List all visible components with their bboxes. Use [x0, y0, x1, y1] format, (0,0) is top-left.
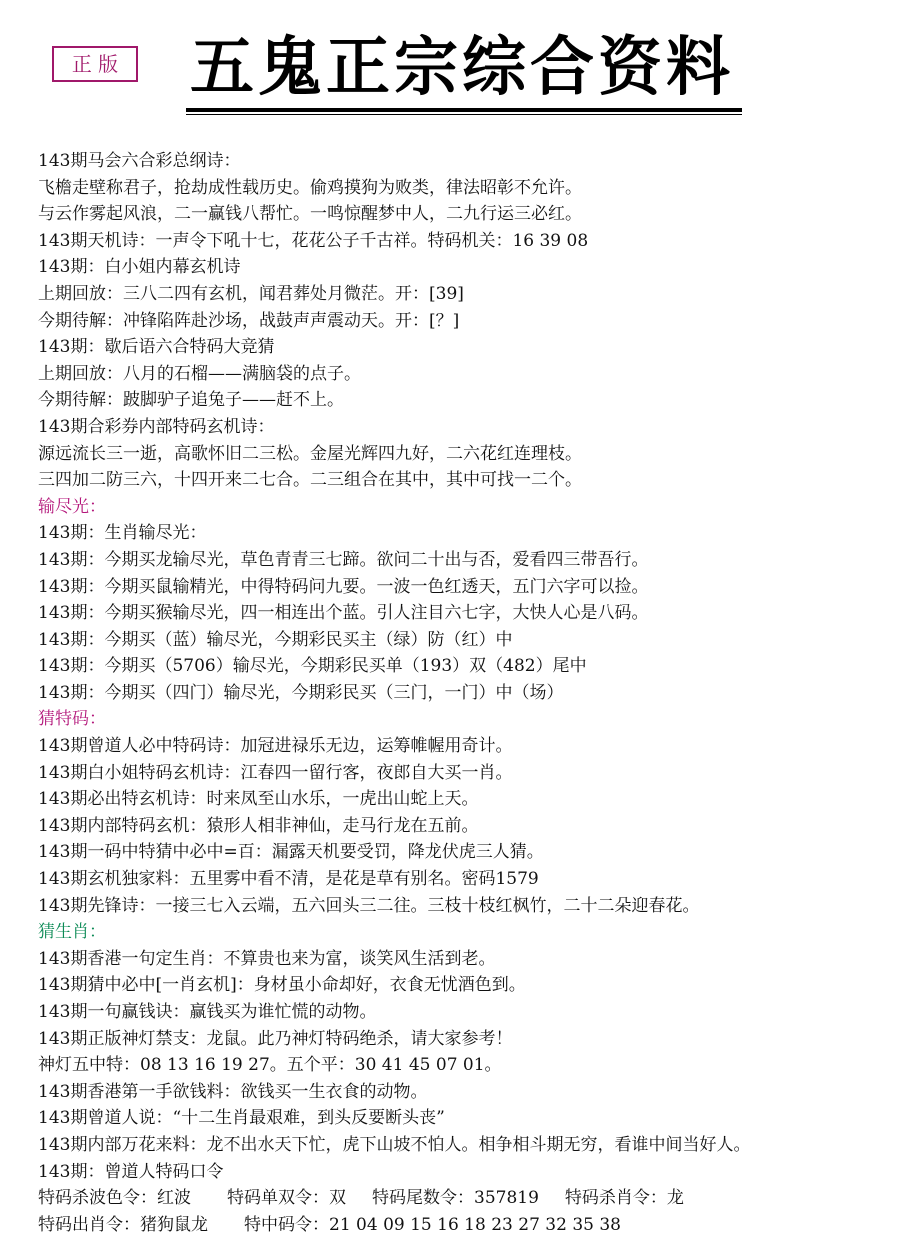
code-item: 特码尾数令：357819 — [372, 1188, 539, 1209]
section-heading: 猜生肖： — [38, 922, 106, 943]
text-line: 今期待解：冲锋陷阵赴沙场，战鼓声声震动天。开：[？] — [38, 310, 460, 331]
code-item: 特码杀肖令：龙 — [564, 1188, 684, 1209]
text-line: 143期：生肖输尽光： — [38, 523, 207, 544]
text-line: 143期合彩券内部特码玄机诗： — [38, 416, 275, 437]
text-line: 143期玄机独家料：五里雾中看不清，是花是草有别名。密码1579 — [38, 869, 539, 890]
text-line: 143期：今期买（四门）输尽光，今期彩民买（三门，一门）中（场） — [38, 682, 564, 703]
section-heading: 猜特码： — [38, 709, 106, 730]
text-line: 143期：歇后语六合特码大竞猜 — [38, 337, 275, 358]
text-line: 飞檐走壁称君子，抢劫成性载历史。偷鸡摸狗为败类，律法昭彰不允许。 — [38, 177, 582, 198]
text-line: 143期：白小姐内幕玄机诗 — [38, 257, 241, 278]
text-line: 143期白小姐特码玄机诗：江春四一留行客，夜郎自大买一肖。 — [38, 762, 513, 783]
text-line: 与云作雾起风浪，二一赢钱八帮忙。一鸣惊醒梦中人，二九行运三必红。 — [38, 204, 582, 225]
text-line: 上期回放：三八二四有玄机，闻君葬处月微茫。开：[39] — [38, 283, 464, 304]
text-line: 源远流长三一逝，高歌怀旧二三松。金屋光辉四九好，二六花红连理枝。 — [38, 443, 582, 464]
code-row — [38, 1212, 888, 1239]
text-line: 143期正版神灯禁支：龙鼠。此乃神灯特码绝杀，请大家参考！ — [38, 1028, 513, 1049]
text-line: 143期一码中特猜中必中=百：漏露天机要受罚，降龙伏虎三人猜。 — [38, 842, 544, 863]
text-line: 上期回放：八月的石榴——满脑袋的点子。 — [38, 363, 361, 384]
text-line: 143期猜中必中[一肖玄机]：身材虽小命却好，衣食无忧酒色到。 — [38, 975, 526, 996]
text-line: 143期天机诗：一声令下吼十七，花花公子千古祥。特码机关：16 39 08 — [38, 230, 589, 251]
badge-genuine: 正 版 — [52, 46, 138, 82]
text-line: 143期马会六合彩总纲诗： — [38, 151, 241, 171]
text-line: 143期曾道人说：“十二生肖最艰难，到头反要断头丧” — [38, 1108, 445, 1129]
text-line: 今期待解：跛脚驴子追兔子——赶不上。 — [38, 390, 344, 411]
text-line: 143期先锋诗：一接三七入云端，五六回头三二往。三枝十枝红枫竹，二十二朵迎春花。 — [38, 895, 700, 916]
text-line: 143期香港一句定生肖：不算贵也来为富，谈笑风生活到老。 — [38, 948, 496, 969]
document-body — [38, 148, 888, 1238]
section-heading: 输尽光： — [38, 496, 106, 517]
title-underline — [186, 108, 742, 112]
text-line: 143期：今期买（5706）输尽光，今期彩民买单（193）双（482）尾中 — [38, 656, 587, 677]
code-row — [38, 1185, 888, 1212]
text-line: 143期：今期买龙输尽光，草色青青三七蹄。欲问二十出与否，爱看四三带吾行。 — [38, 549, 649, 570]
text-line: 三四加二防三六，十四开来二七合。二三组合在其中，其中可找一二个。 — [38, 470, 582, 491]
code-item: 特码单双令：双 — [227, 1188, 346, 1209]
text-line: 143期内部万花来料：龙不出水天下忙，虎下山坡不怕人。相争相斗期无穷，看谁中间当好人。 — [38, 1134, 751, 1155]
text-line: 143期：今期买鼠输精光，中得特码问九要。一波一色红透天，五门六字可以捡。 — [38, 576, 649, 597]
code-item: 特中码令：21 04 09 15 16 18 23 27 32 35 38 — [244, 1214, 621, 1235]
text-line: 143期一句赢钱诀：赢钱买为谁忙慌的动物。 — [38, 1002, 377, 1022]
text-line: 143期香港第一手欲钱料：欲钱买一生衣食的动物。 — [38, 1081, 428, 1102]
text-line: 143期内部特码玄机：猿形人相非神仙，走马行龙在五前。 — [38, 815, 479, 836]
text-line: 143期曾道人必中特码诗：加冠进禄乐无边，运筹帷幄用奇计。 — [38, 736, 513, 757]
text-line: 143期：曾道人特码口令 — [38, 1161, 224, 1182]
code-item: 特码杀波色令：红波 — [38, 1188, 191, 1209]
title-underline-thin — [186, 114, 742, 115]
code-item: 特码出肖令：猪狗鼠龙 — [38, 1214, 208, 1235]
page-title: 五鬼正宗综合资料 — [190, 31, 734, 105]
text-line: 143期：今期买（蓝）输尽光，今期彩民买主（绿）防（红）中 — [38, 629, 513, 650]
text-line: 神灯五中特：08 13 16 19 27。五个平：30 41 45 07 01。 — [38, 1055, 502, 1076]
text-line: 143期必出特玄机诗：时来凤至山水乐，一虎出山蛇上天。 — [38, 789, 479, 810]
text-line: 143期：今期买猴输尽光，四一相连出个蓝。引人注目六七字，大快人心是八码。 — [38, 603, 649, 624]
